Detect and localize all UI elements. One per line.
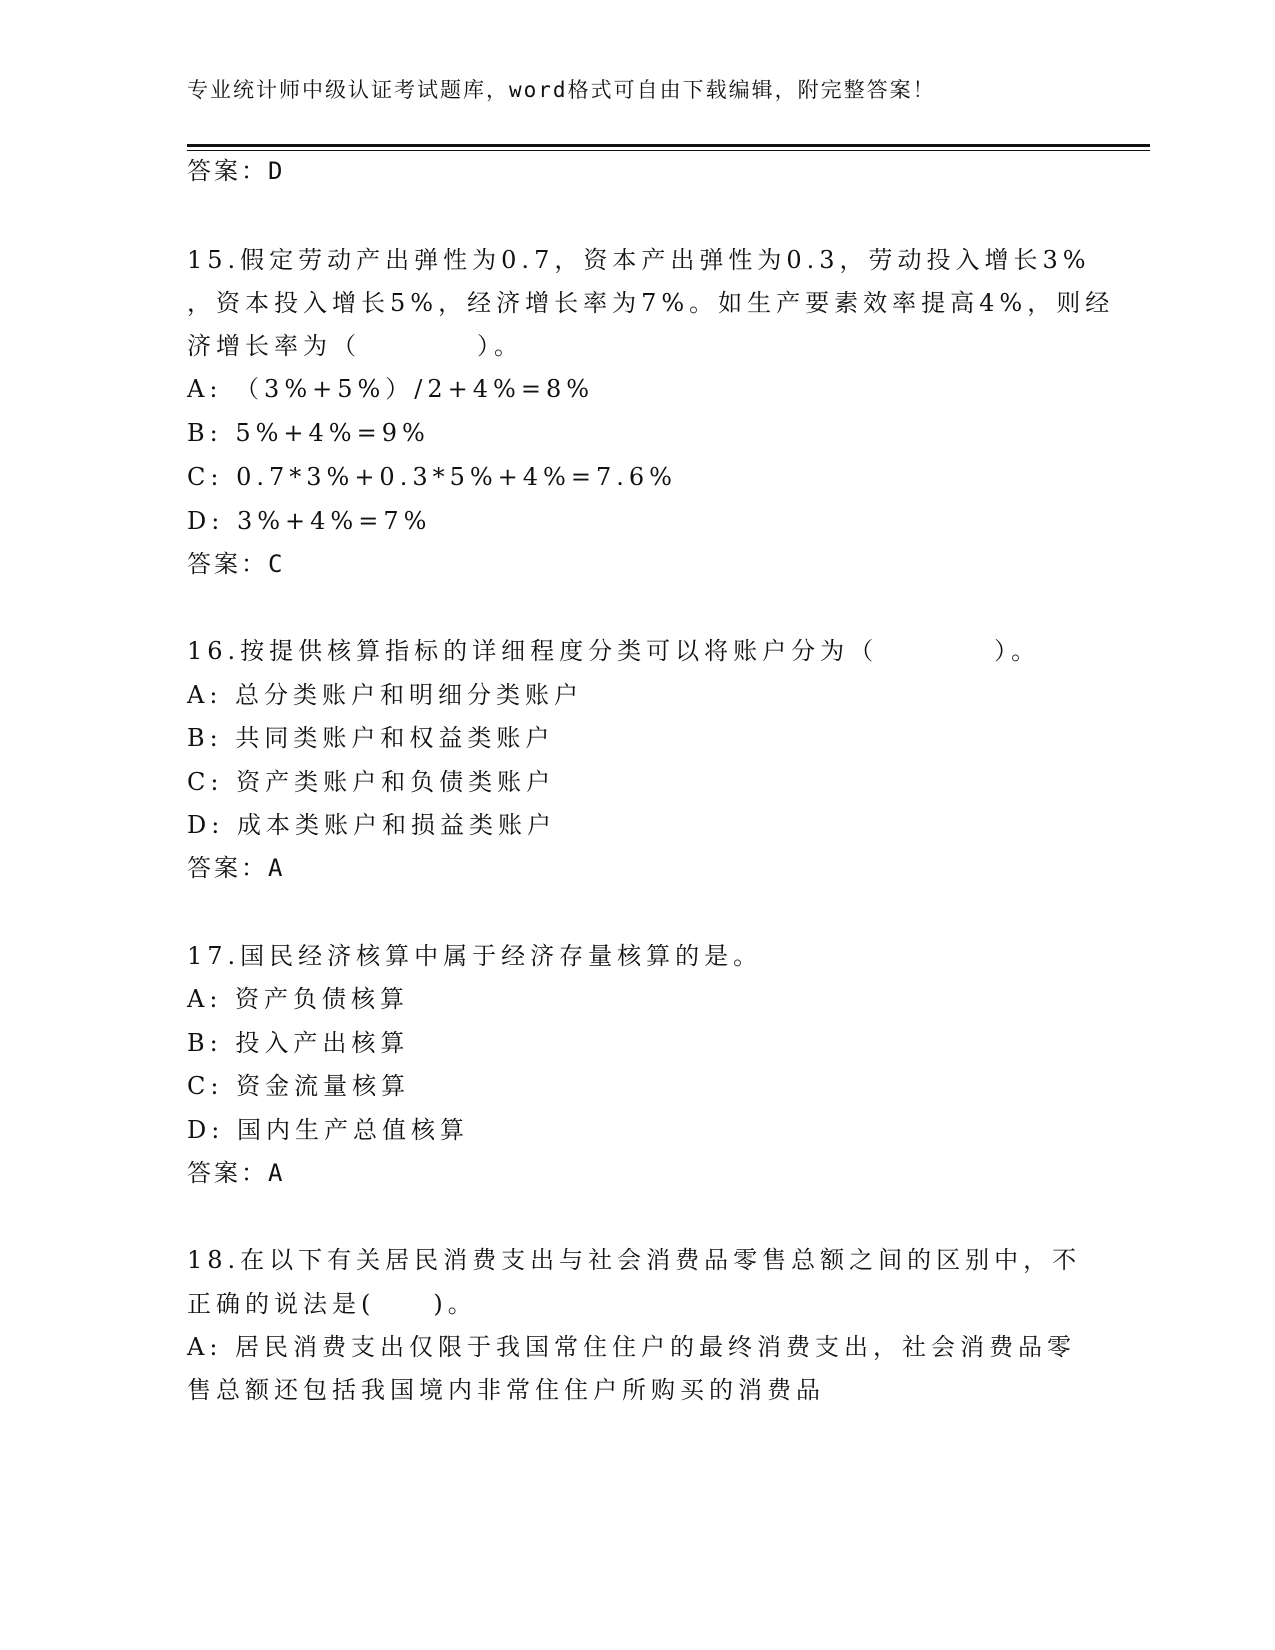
question-15-line-1: 15.假定劳动产出弹性为0.7，资本产出弹性为0.3，劳动投入增长3%: [187, 246, 1091, 274]
question-16-option-d: D: 成本类账户和损益类账户: [187, 811, 556, 839]
question-18-option-a-line-2: 售总额还包括我国境内非常住住户所购买的消费品: [187, 1376, 825, 1404]
question-18-line-2: 正确的说法是( )。: [187, 1290, 477, 1318]
question-15-line-3: 济增长率为（ ）。: [187, 332, 523, 360]
question-17-option-c: C: 资金流量核算: [187, 1072, 411, 1100]
question-15-line-2: ，资本投入增长5%，经济增长率为7%。如生产要素效率提高4%，则经: [187, 289, 1115, 317]
question-17-option-a: A: 资产负债核算: [187, 985, 410, 1013]
answer-14: 答案：D: [187, 157, 286, 185]
question-18-line-1: 18.在以下有关居民消费支出与社会消费品零售总额之间的区别中，不: [187, 1246, 1082, 1274]
question-15-option-d: D: 3%+4%=7%: [187, 507, 432, 535]
question-16-option-b: B: 共同类账户和权益类账户: [187, 724, 555, 752]
question-15-option-c: C: 0.7*3%+0.3*5%+4%=7.6%: [187, 463, 677, 491]
question-17-option-d: D: 国内生产总值核算: [187, 1116, 469, 1144]
question-16-option-a: A: 总分类账户和明细分类账户: [187, 681, 584, 709]
question-15-option-a: A: （3%+5%）/2+4%=8%: [187, 375, 595, 403]
question-15-option-b: B: 5%+4%=9%: [187, 419, 430, 447]
page-header: 专业统计师中级认证考试题库，word格式可自由下载编辑，附完整答案！: [187, 78, 936, 102]
question-18-option-a-line-1: A: 居民消费支出仅限于我国常住住户的最终消费支出，社会消费品零: [187, 1333, 1077, 1361]
answer-16: 答案：A: [187, 854, 286, 882]
question-17-line-1: 17.国民经济核算中属于经济存量核算的是。: [187, 942, 763, 970]
question-16-option-c: C: 资产类账户和负债类账户: [187, 768, 556, 796]
answer-17: 答案：A: [187, 1159, 286, 1187]
header-rule-thin: [187, 150, 1150, 151]
question-16-line-1: 16.按提供核算指标的详细程度分类可以将账户分为（ ）。: [187, 637, 1041, 665]
answer-15: 答案：C: [187, 550, 286, 578]
header-rule: [187, 144, 1150, 147]
question-17-option-b: B: 投入产出核算: [187, 1029, 410, 1057]
